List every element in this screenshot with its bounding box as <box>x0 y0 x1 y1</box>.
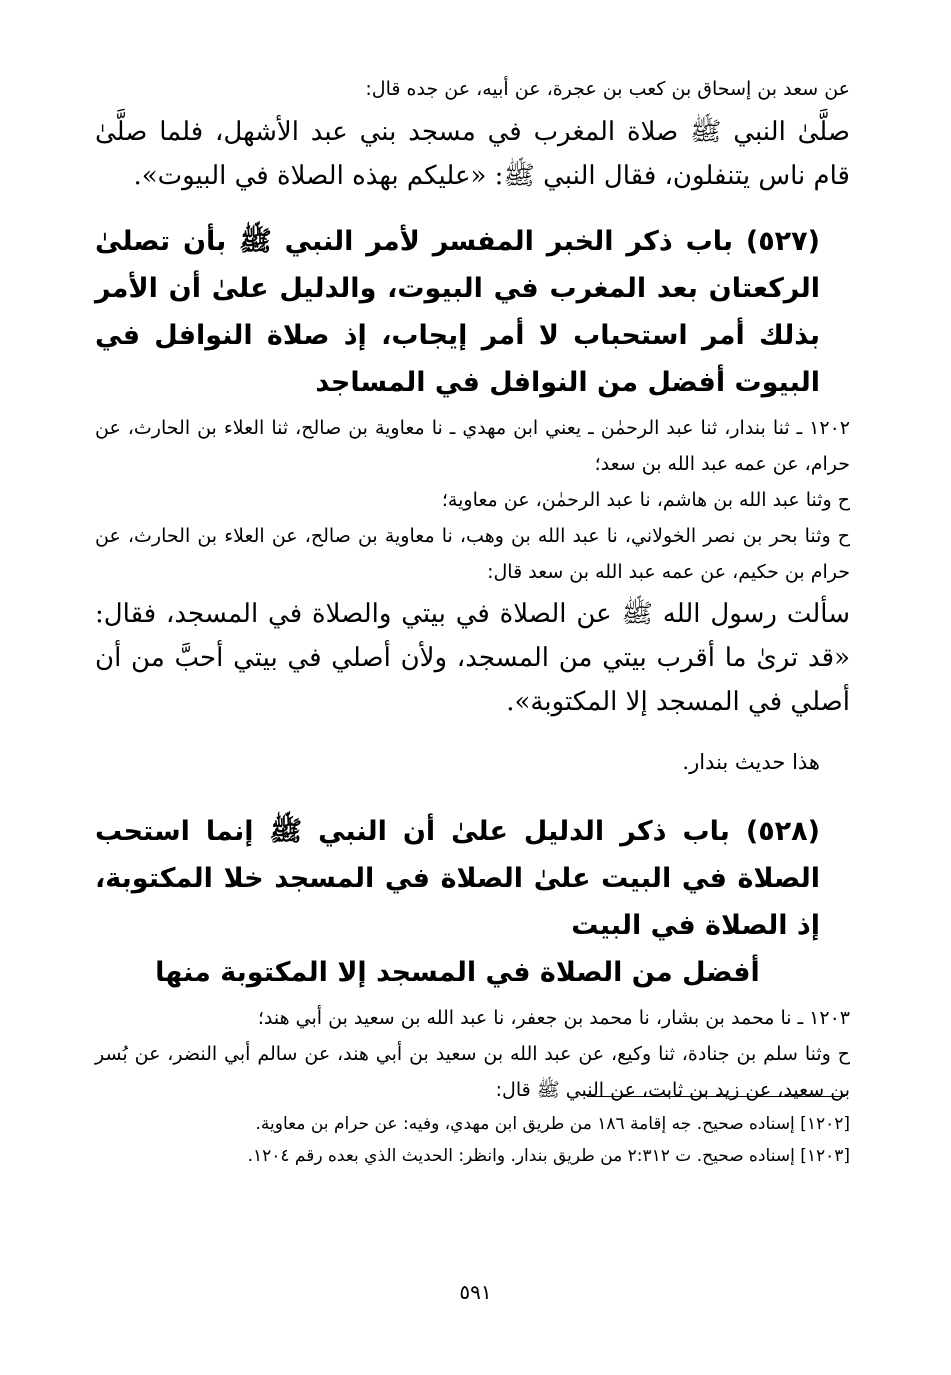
footnote-1203: [١٢٠٣] إسناده صحيح. ت ٢:٣١٢ من طريق بندار. وانظر: الحديث الذي بعده رقم ١٢٠٤. <box>247 1146 850 1166</box>
isnad-1203-a: ١٢٠٣ ـ نا محمد بن بشار، نا محمد بن جعفر، نا عبد الله بن سعيد بن أبي هند؛ <box>257 1007 850 1029</box>
isnad-1202-a: ١٢٠٢ ـ ثنا بندار، ثنا عبد الرحمٰن ـ يعني ابن مهدي ـ نا معاوية بن صالح، ثنا العلاء بن الحارث، عن حرام، عن عمه عبد الله بن سعد؛ <box>95 417 850 475</box>
isnad-1202-c: ح وثنا بحر بن نصر الخولاني، نا عبد الله بن وهب، نا معاوية بن صالح، عن العلاء بن الحارث، عن حرام بن حكيم، عن عمه عبد الله بن سعد قال: <box>95 525 850 583</box>
hadith-text-1: صلَّىٰ النبي ﷺ صلاة المغرب في مسجد بني عبد الأشهل، فلما صلَّىٰ قام ناس يتنفلون، فقال النبي ﷺ: «عليكم بهذه الصلاة في البيوت». <box>95 117 850 191</box>
chapter-heading-528: (٥٢٨) باب ذكر الدليل علىٰ أن النبي ﷺ إنما استحب الصلاة في البيت علىٰ الصلاة في المسجد خلا المكتوبة، إذ الصلاة في البيت <box>95 816 820 941</box>
chapter-heading-527: (٥٢٧) باب ذكر الخبر المفسر لأمر النبي ﷺ بأن تصلىٰ الركعتان بعد المغرب في البيوت، والدليل علىٰ أن الأمر بذلك أمر استحباب لا أمر إيجاب، إذ صلاة النوافل في البيوت أفضل من النوافل في المساجد <box>95 226 820 398</box>
footnotes <box>95 1108 850 1172</box>
chapter-heading-528-last-line: أفضل من الصلاة في المسجد إلا المكتوبة منها <box>155 957 760 988</box>
footnote-divider <box>587 1096 845 1097</box>
isnad-1202-b: ح وثنا عبد الله بن هاشم، نا عبد الرحمٰن، عن معاوية؛ <box>441 489 850 511</box>
remark-1202: هذا حديث بندار. <box>682 750 820 774</box>
page-number: ٥٩١ <box>459 1280 492 1304</box>
main-text <box>95 70 850 1108</box>
footnote-1202: [١٢٠٢] إسناده صحيح. جه إقامة ١٨٦ من طريق ابن مهدي، وفيه: عن حرام بن معاوية. <box>255 1114 850 1134</box>
isnad-1203-b: ح وثنا سلم بن جنادة، ثنا وكيع، عن عبد الله بن سعيد بن أبي هند، عن سالم أبي النضر، عن بُسر بن سعيد، عن زيد بن ثابت، عن النبي ﷺ قال: <box>95 1043 850 1101</box>
intro-line: عن سعد بن إسحاق بن كعب بن عجرة، عن أبيه، عن جده قال: <box>365 78 850 100</box>
hadith-text-1202: سألت رسول الله ﷺ عن الصلاة في بيتي والصلاة في المسجد، فقال: «قد ترىٰ ما أقرب بيتي من المسجد، ولأن أصلي في بيتي أحبَّ من أن أصلي في المسجد إلا المكتوبة». <box>95 599 850 717</box>
